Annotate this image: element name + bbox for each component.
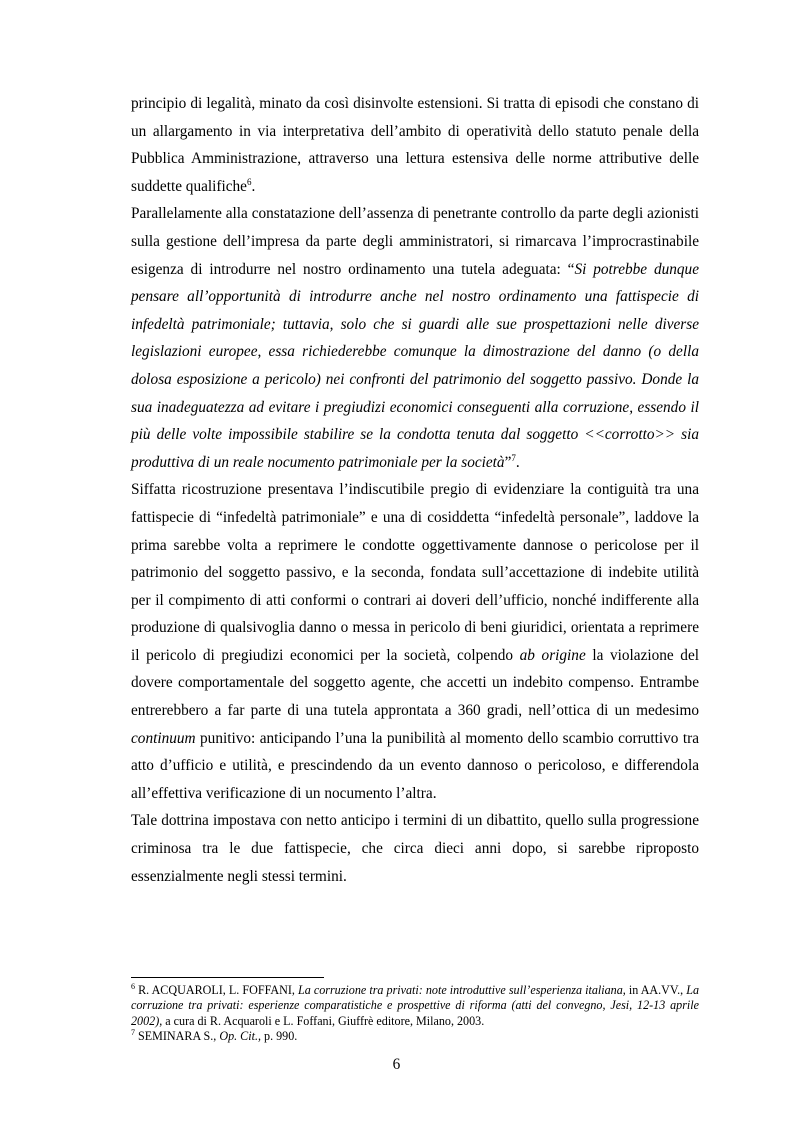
footnote-7-page: p. 990. [261,1029,298,1044]
footnote-6-volume-title: La corruzione tra privati: esperienze comparatistiche e prospettive di riforma (atti del convegno, Jesi, 12-13 aprile 2002), [131,983,699,1028]
paragraph-4-text: Tale dottrina impostava con netto anticipo i termini di un dibattito, quello sulla progressione criminosa tra le due fattispecie, che circa dieci anni dopo, si sarebbe riproposto essenzialmente negli stessi termini. [131,812,699,885]
paragraph-4 [131,807,699,890]
paragraph-3 [131,476,699,807]
footnote-6-number: 6 [131,981,135,991]
paragraph-3-italic-ab-origine: ab origine [519,646,586,664]
paragraph-1 [131,90,699,200]
footnote-ref-7[interactable]: 7 [511,452,516,463]
page-body [131,90,699,890]
page-number: 6 [392,1056,401,1073]
footnote-7-number: 7 [131,1028,135,1038]
footnote-6-in: in AA.VV., [625,983,687,997]
paragraph-2-quote: Si potrebbe dunque pensare all’opportunità di introdurre anche nel nostro ordinamento una fattispecie di infedeltà patrimoniale; tuttavia, solo che si guardi alle sue prospettazioni nelle diverse legislazioni europee, essa richiederebbe comunque la dimostrazione del danno (o della dolosa esposizione a pericolo) nei confronti del patrimonio del soggetto passivo. Donde la sua inadeguatezza ad evitare i pregiudizi economici conseguenti alla corruzione, essendo il più delle volte impossibile stabilire se la condotta tenuta dal soggetto <<corrotto>> sia produttiva di un reale nocumento patrimoniale per la società [131,260,699,471]
paragraph-1-text: principio di legalità, minato da così disinvolte estensioni. Si tratta di episodi che constano di un allargamento in via interpretativa dell’ambito di operatività dello statuto penale della Pubblica Amministrazione, attraverso una lettura estensiva delle norme attributive delle suddette qualifiche [131,95,699,195]
footnote-7-op-cit: Op. Cit., [219,1029,262,1044]
footnote-separator [131,977,324,978]
footnote-7 [131,1029,699,1044]
paragraph-2-end: . [515,453,520,471]
footnotes [131,983,699,1045]
paragraph-3-text-3: punitivo: anticipando l’una la punibilità al momento dello scambio corruttivo tra atto d’ufficio e utilità, e prescindendo da un evento dannoso o pericoloso, e differendola all’effettiva verificazione di un nocumento l’altra. [131,729,699,802]
footnote-6-title: La corruzione tra privati: note introduttive sull’esperienza italiana, [298,983,626,997]
footnote-6 [131,983,699,1029]
paragraph-3-text: Siffatta ricostruzione presentava l’indiscutibile pregio di evidenziare la contiguità tra una fattispecie di “infedeltà patrimoniale” e una di cosiddetta “infedeltà personale”, laddove la prima sarebbe volta a reprimere le condotte oggettivamente dannose o pericolose per il patrimonio del soggetto passivo, e la seconda, fondata sull’accettazione di indebite utilità per il compimento di atti conformi o contrari ai doveri dell’ufficio, nonché indifferente alla produzione di qualsivoglia danno o messa in pericolo di beni giuridici, orientata a reprimere il pericolo di pregiudizi economici per la società, colpendo [131,481,699,664]
footnote-6-publisher: a cura di R. Acquaroli e L. Foffani, Giuffrè editore, Milano, 2003. [162,1013,485,1028]
footnote-6-authors: R. ACQUAROLI, L. FOFFANI, [135,983,298,997]
paragraph-2-quote-close: ” [504,453,512,471]
footnote-7-author: SEMINARA S., [135,1029,220,1044]
paragraph-3-text-2: la violazione del dovere comportamentale del soggetto agente, che accetti un indebito compenso. Entrambe entrerebbero a far parte di una tutela approntata a 360 gradi, nell’ottica di un medesimo [131,646,699,720]
paragraph-2-text: Parallelamente alla constatazione dell’assenza di penetrante controllo da parte degli azionisti sulla gestione dell’impresa da parte degli amministratori, si rimarcava l’improcrastinabile esigenza di introdurre nel nostro ordinamento una tutela adeguata: “ [131,205,699,278]
paragraph-3-italic-continuum: continuum [131,729,196,747]
paragraph-1-end: . [251,177,256,195]
footnote-ref-6[interactable]: 6 [246,176,252,187]
paragraph-2 [131,200,699,476]
